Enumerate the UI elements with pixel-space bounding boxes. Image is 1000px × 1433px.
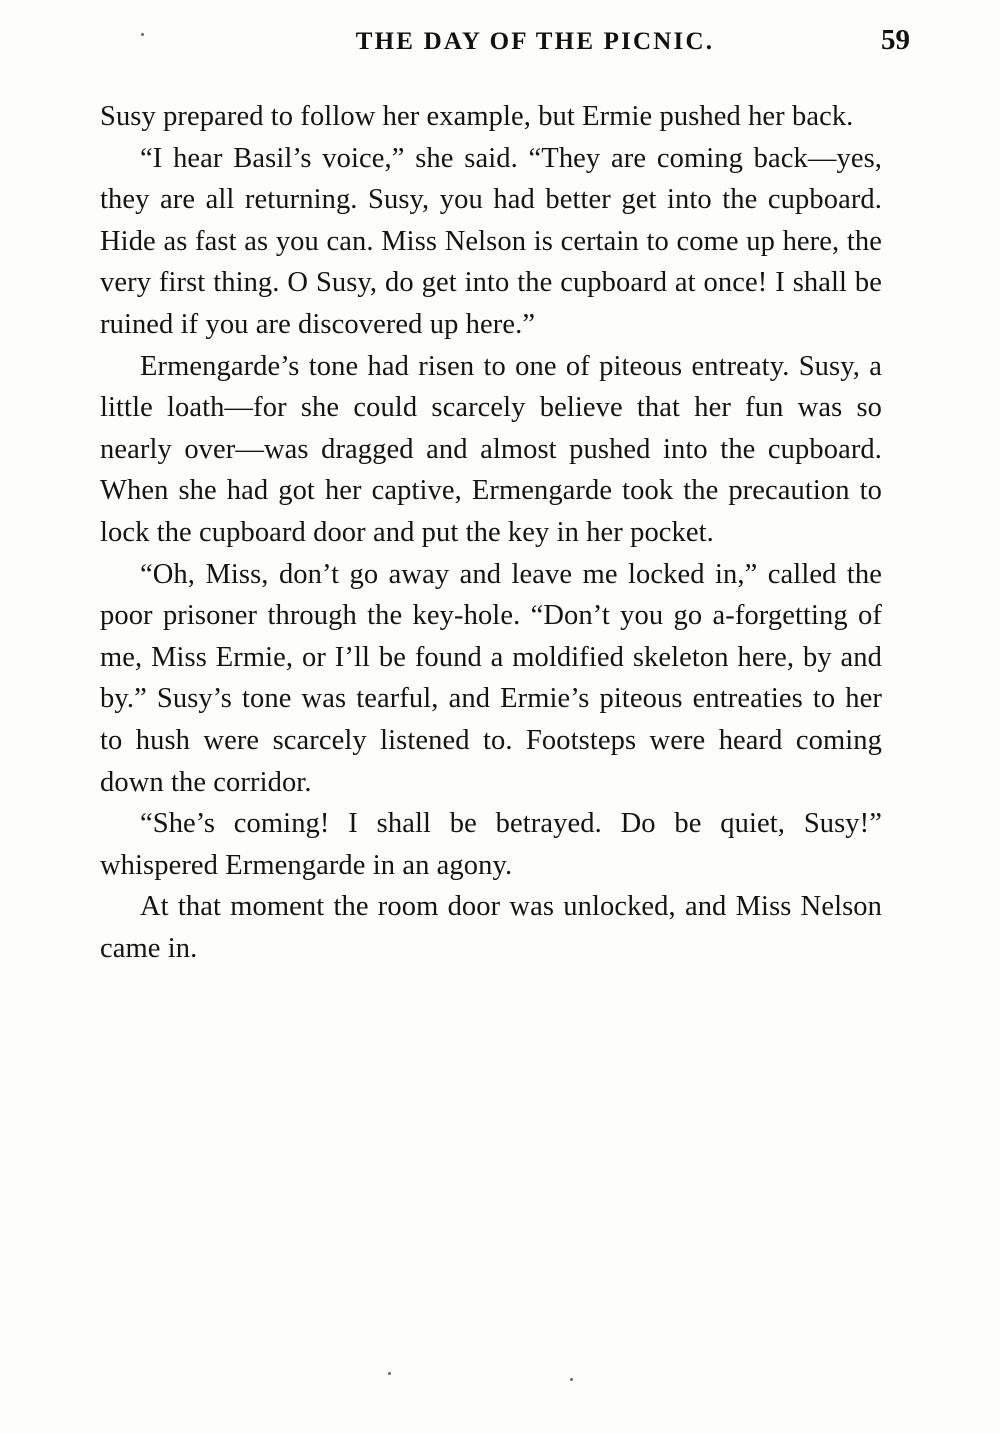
running-head: THE DAY OF THE PICNIC. xyxy=(355,28,715,55)
page-speck-left xyxy=(388,1372,391,1375)
paragraph: “I hear Basil’s voice,” she said. “They are coming back—yes, they are all returning. Susy, you had better get into the cupboard. Hide as fast as you can. Miss Nelson is certain to come up here, the very first thing. O Susy, do get into the cupboard at once! I shall be ruined if you are discovered up here.” xyxy=(100,142,882,340)
page-header xyxy=(100,24,910,68)
paragraph: “She’s coming! I shall be betrayed. Do be quiet, Susy!” whispered Ermengarde in an agony. xyxy=(100,808,882,881)
paragraph: “Oh, Miss, don’t go away and leave me locked in,” called the poor prisoner through the key-hole. “Don’t you go a-forgetting of me, Miss Ermie, or I’ll be found a moldified skeleton here, by and by.” Susy’s tone was tearful, and Ermie’s piteous entreaties to her to hush were scarcely listened to. Footsteps were heard coming down the corridor. xyxy=(100,558,882,798)
body-text xyxy=(100,96,882,969)
paragraph: Susy prepared to follow her example, but Ermie pushed her back. xyxy=(100,101,854,132)
paragraph: At that moment the room door was unlocked, and Miss Nelson came in. xyxy=(100,891,882,964)
page-number: 59 xyxy=(881,24,910,56)
page-speck-right xyxy=(570,1378,573,1381)
paragraph: Ermengarde’s tone had risen to one of piteous entreaty. Susy, a little loath—for she could scarcely believe that her fun was so nearly over—was dragged and almost pushed into the cupboard. When she had got her captive, Ermengarde took the precaution to lock the cupboard door and put the key in her pocket. xyxy=(100,350,882,548)
